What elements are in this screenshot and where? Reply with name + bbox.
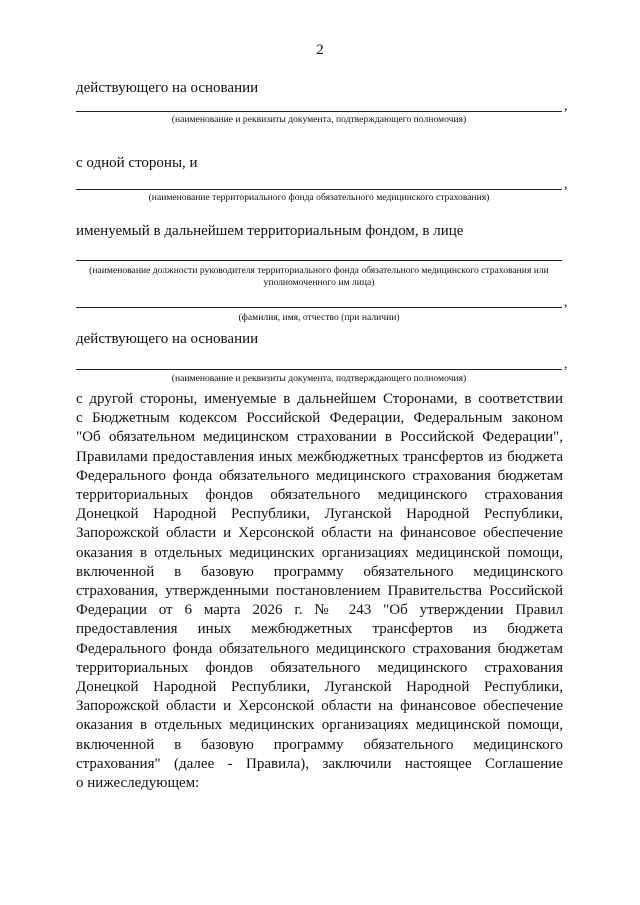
blank-line-territorial-fund[interactable] xyxy=(76,189,562,190)
caption-full-name: (фамилия, имя, отчество (при наличии) xyxy=(238,312,400,323)
caption-basis-document-2: (наименование и реквизиты документа, подтверждающего полномочия) xyxy=(171,373,467,384)
paragraph-line: "Об обязательном медицинском страховании в Российской Федерации", xyxy=(76,429,563,446)
paragraph-line: Донецкой Народной Республики, Луганской Народной Республики, xyxy=(76,679,563,696)
paragraph-line: Федерального фонда обязательного медицинского страхования бюджетам xyxy=(76,467,563,484)
trailing-comma: , xyxy=(564,295,568,310)
caption-basis-document-1: (наименование и реквизиты документа, подтверждающего полномочия) xyxy=(171,114,467,125)
blank-line-basis-document-1[interactable] xyxy=(76,111,562,112)
paragraph-line: оказания в отдельных медицинских организациях медицинской помощи, xyxy=(76,544,563,561)
paragraph-line: Правилами предоставления иных межбюджетных трансфертов из бюджета xyxy=(76,448,563,465)
paragraph-line: Запорожской области и Херсонской области на финансовое обеспечение xyxy=(76,525,563,542)
blank-line-head-position[interactable] xyxy=(76,260,562,261)
field-label-basis-1: действующего на основании xyxy=(76,80,259,96)
paragraph-line: о нижеследующем: xyxy=(76,775,200,792)
paragraph-line: включенной в базовую программу обязательного медицинского xyxy=(76,563,563,580)
field-label-basis-2: действующего на основании xyxy=(76,331,259,347)
page-number: 2 xyxy=(316,42,324,58)
paragraph-line: предоставления иных межбюджетных трансфертов из бюджета xyxy=(76,621,563,638)
trailing-comma: , xyxy=(564,99,568,114)
paragraph-line: с другой стороны, именуемые в дальнейшем Сторонами, в соответствии xyxy=(76,391,563,407)
paragraph-line: с Бюджетным кодексом Российской Федерации, Федеральным законом xyxy=(76,410,563,427)
trailing-comma: , xyxy=(564,177,568,192)
field-label-one-side: с одной стороны, и xyxy=(76,155,198,171)
paragraph-line: включенной в базовую программу обязательного медицинского xyxy=(76,736,563,753)
caption-territorial-fund: (наименование территориального фонда обязательного медицинского страхования) xyxy=(148,192,490,203)
paragraph-line: территориальных фондов обязательного медицинского страхования xyxy=(76,659,563,676)
paragraph-line: Запорожской области и Херсонской области на финансовое обеспечение xyxy=(76,698,563,715)
trailing-comma: , xyxy=(564,357,568,372)
paragraph-line: Федерации от 6 марта 2026 г. № 243 "Об утверждении Правил xyxy=(76,602,563,619)
field-label-hereinafter: именуемый в дальнейшем территориальным фондом, в лице xyxy=(76,223,464,239)
blank-line-full-name[interactable] xyxy=(76,307,562,308)
paragraph-line: страхования" (далее - Правила), заключили настоящее Соглашение xyxy=(76,755,563,772)
caption-head-position: (наименование должности руководителя территориального фонда обязательного медицинского страхования или уполномоченного им лица) xyxy=(89,265,549,288)
paragraph-line: Донецкой Народной Республики, Луганской Народной Республики, xyxy=(76,506,563,523)
blank-line-basis-document-2[interactable] xyxy=(76,369,562,370)
paragraph-line: оказания в отдельных медицинских организациях медицинской помощи, xyxy=(76,717,563,734)
agreement-paragraph xyxy=(76,390,563,793)
paragraph-line: страхования, утвержденными постановлением Правительства Российской xyxy=(76,583,563,600)
paragraph-line: Федерального фонда обязательного медицинского страхования бюджетам xyxy=(76,640,563,657)
paragraph-line: территориальных фондов обязательного медицинского страхования xyxy=(76,487,563,504)
